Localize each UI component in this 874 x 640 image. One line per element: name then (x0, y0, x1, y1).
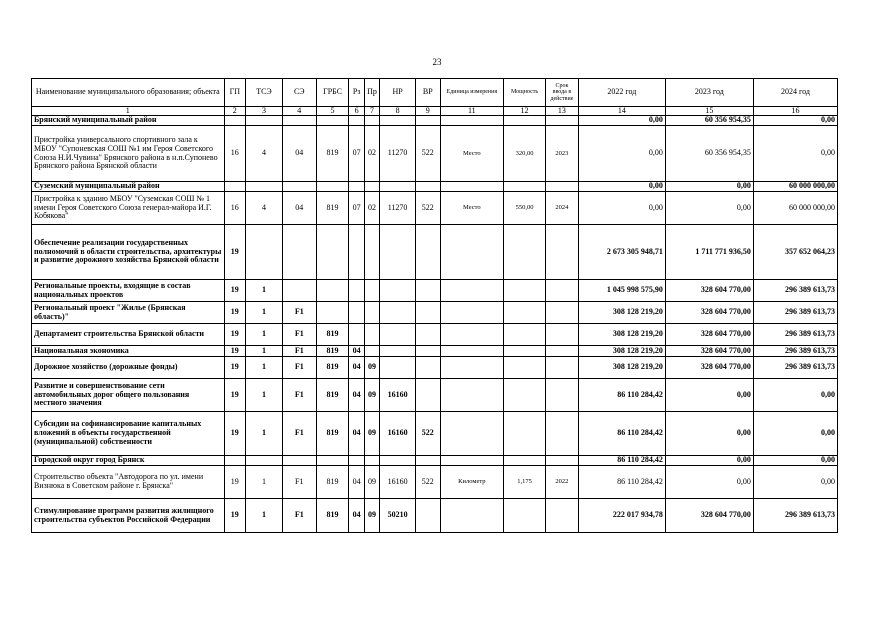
cell-vr: 522 (416, 126, 441, 182)
header-row (32, 79, 838, 107)
cell-gp: 19 (224, 302, 246, 324)
column-number: 9 (416, 107, 441, 116)
cell-se: F1 (282, 357, 316, 379)
cell-nr (380, 280, 416, 302)
cell-rz (349, 225, 364, 280)
cell-name: Обеспечение реализации государственных полномочий в области строительства, архитектуры и развитие дорожного хозяйства Брянской области (32, 225, 225, 280)
cell-pr: 02 (364, 192, 379, 225)
cell-se (282, 225, 316, 280)
cell-capacity (504, 499, 546, 533)
cell-vr (416, 346, 441, 357)
cell-vr (416, 357, 441, 379)
cell-commissioning (546, 324, 579, 346)
cell-amount-2023: 0,00 (665, 466, 753, 499)
cell-gp (224, 182, 246, 192)
cell-amount-2023: 60 356 954,35 (665, 126, 753, 182)
cell-vr (416, 379, 441, 412)
header-2023: 2023 год (665, 79, 753, 107)
cell-capacity (504, 280, 546, 302)
cell-gp: 19 (224, 346, 246, 357)
cell-name: Пристройка универсального спортивного зала к МБОУ "Супоневская СОШ №1 им Героя Советского Союза Н.И.Чувина" Брянского района в н.п.Супонево Брянского района Брянской области (32, 126, 225, 182)
cell-unit (440, 412, 503, 456)
cell-pr (364, 116, 379, 126)
table-row (32, 466, 838, 499)
cell-vr: 522 (416, 412, 441, 456)
cell-name: Строительство объекта "Автодорога по ул. имени Визнюка в Советском районе г. Брянска" (32, 466, 225, 499)
cell-amount-2022: 308 128 219,20 (578, 324, 665, 346)
cell-nr (380, 182, 416, 192)
cell-rz: 07 (349, 192, 364, 225)
cell-tse: 1 (246, 466, 283, 499)
column-number: 5 (316, 107, 349, 116)
cell-pr (364, 302, 379, 324)
cell-amount-2022: 308 128 219,20 (578, 346, 665, 357)
cell-grbs: 819 (316, 126, 349, 182)
cell-gp: 19 (224, 466, 246, 499)
cell-gp (224, 116, 246, 126)
cell-grbs: 819 (316, 379, 349, 412)
cell-amount-2022: 222 017 934,78 (578, 499, 665, 533)
cell-nr (380, 346, 416, 357)
cell-vr (416, 456, 441, 466)
cell-amount-2022: 2 673 305 948,71 (578, 225, 665, 280)
header-rz: Рз (349, 79, 364, 107)
cell-capacity (504, 302, 546, 324)
cell-amount-2024: 0,00 (753, 412, 837, 456)
column-number: 6 (349, 107, 364, 116)
cell-grbs: 819 (316, 346, 349, 357)
cell-unit: Место (440, 192, 503, 225)
cell-name: Развитие и совершенствование сети автомобильных дорог общего пользования местного значения (32, 379, 225, 412)
cell-gp: 19 (224, 499, 246, 533)
cell-nr (380, 357, 416, 379)
budget-table (31, 78, 838, 533)
column-number: 16 (753, 107, 837, 116)
cell-name: Городской округ город Брянск (32, 456, 225, 466)
cell-unit (440, 116, 503, 126)
cell-commissioning (546, 182, 579, 192)
cell-amount-2024: 60 000 000,00 (753, 192, 837, 225)
cell-nr: 16160 (380, 412, 416, 456)
header-vr: ВР (416, 79, 441, 107)
cell-grbs (316, 302, 349, 324)
cell-commissioning: 2022 (546, 466, 579, 499)
cell-se (282, 182, 316, 192)
cell-tse: 1 (246, 280, 283, 302)
cell-amount-2024: 0,00 (753, 466, 837, 499)
cell-tse (246, 182, 283, 192)
table-row (32, 346, 838, 357)
cell-rz (349, 182, 364, 192)
cell-se (282, 280, 316, 302)
cell-amount-2023: 0,00 (665, 412, 753, 456)
cell-pr: 09 (364, 357, 379, 379)
cell-amount-2024: 357 652 064,23 (753, 225, 837, 280)
cell-rz: 04 (349, 379, 364, 412)
cell-tse: 1 (246, 379, 283, 412)
cell-tse: 1 (246, 346, 283, 357)
cell-amount-2023: 328 604 770,00 (665, 302, 753, 324)
cell-commissioning (546, 280, 579, 302)
cell-capacity (504, 379, 546, 412)
cell-se: F1 (282, 302, 316, 324)
cell-se (282, 456, 316, 466)
table-row (32, 126, 838, 182)
cell-amount-2023: 328 604 770,00 (665, 346, 753, 357)
table-row (32, 280, 838, 302)
cell-unit (440, 182, 503, 192)
cell-unit (440, 456, 503, 466)
table-row (32, 412, 838, 456)
cell-rz (349, 302, 364, 324)
header-name: Наименование муниципального образования; объекта (32, 79, 225, 107)
cell-gp: 19 (224, 357, 246, 379)
cell-nr (380, 225, 416, 280)
cell-gp: 19 (224, 379, 246, 412)
cell-nr: 16160 (380, 466, 416, 499)
cell-tse: 1 (246, 357, 283, 379)
cell-capacity (504, 346, 546, 357)
cell-commissioning (546, 456, 579, 466)
cell-nr: 50210 (380, 499, 416, 533)
cell-amount-2024: 0,00 (753, 126, 837, 182)
cell-rz: 04 (349, 466, 364, 499)
cell-vr: 522 (416, 466, 441, 499)
column-number: 8 (380, 107, 416, 116)
cell-unit (440, 379, 503, 412)
cell-capacity (504, 456, 546, 466)
cell-nr (380, 324, 416, 346)
cell-tse: 1 (246, 302, 283, 324)
cell-amount-2022: 86 110 284,42 (578, 456, 665, 466)
cell-amount-2024: 296 389 613,73 (753, 280, 837, 302)
cell-tse (246, 225, 283, 280)
cell-commissioning (546, 357, 579, 379)
cell-rz: 04 (349, 346, 364, 357)
cell-capacity (504, 324, 546, 346)
cell-tse (246, 456, 283, 466)
cell-amount-2023: 60 356 954,35 (665, 116, 753, 126)
cell-amount-2024: 296 389 613,73 (753, 302, 837, 324)
cell-unit (440, 346, 503, 357)
cell-grbs: 819 (316, 324, 349, 346)
cell-name: Региональные проекты, входящие в состав национальных проектов (32, 280, 225, 302)
cell-pr: 09 (364, 412, 379, 456)
cell-commissioning: 2023 (546, 126, 579, 182)
table-row (32, 379, 838, 412)
cell-amount-2022: 86 110 284,42 (578, 379, 665, 412)
cell-gp: 16 (224, 192, 246, 225)
cell-grbs (316, 280, 349, 302)
cell-capacity (504, 357, 546, 379)
cell-capacity (504, 225, 546, 280)
table-body (32, 116, 838, 533)
cell-gp: 19 (224, 324, 246, 346)
cell-amount-2022: 0,00 (578, 126, 665, 182)
cell-nr: 16160 (380, 379, 416, 412)
cell-commissioning (546, 116, 579, 126)
cell-grbs: 819 (316, 357, 349, 379)
cell-amount-2023: 328 604 770,00 (665, 499, 753, 533)
cell-tse: 1 (246, 324, 283, 346)
cell-pr (364, 280, 379, 302)
header-grbs: ГРБС (316, 79, 349, 107)
cell-amount-2024: 296 389 613,73 (753, 346, 837, 357)
cell-commissioning: 2024 (546, 192, 579, 225)
cell-amount-2023: 0,00 (665, 456, 753, 466)
cell-amount-2024: 0,00 (753, 116, 837, 126)
column-number-row (32, 107, 838, 116)
cell-nr (380, 116, 416, 126)
cell-name: Региональный проект "Жилье (Брянская область)" (32, 302, 225, 324)
cell-amount-2023: 328 604 770,00 (665, 357, 753, 379)
cell-unit (440, 324, 503, 346)
cell-se: F1 (282, 466, 316, 499)
cell-tse: 1 (246, 412, 283, 456)
table-row (32, 116, 838, 126)
cell-amount-2023: 328 604 770,00 (665, 280, 753, 302)
cell-rz: 04 (349, 499, 364, 533)
header-tse: ТСЭ (246, 79, 283, 107)
cell-gp: 16 (224, 126, 246, 182)
cell-capacity: 320,00 (504, 126, 546, 182)
column-number: 1 (32, 107, 225, 116)
cell-unit (440, 357, 503, 379)
cell-pr (364, 456, 379, 466)
cell-rz: 04 (349, 412, 364, 456)
cell-amount-2022: 1 045 998 575,90 (578, 280, 665, 302)
cell-amount-2023: 1 711 771 936,50 (665, 225, 753, 280)
table-row (32, 182, 838, 192)
cell-unit: Километр (440, 466, 503, 499)
cell-capacity (504, 412, 546, 456)
cell-pr (364, 182, 379, 192)
cell-unit (440, 225, 503, 280)
cell-rz (349, 280, 364, 302)
cell-amount-2023: 0,00 (665, 379, 753, 412)
cell-amount-2023: 0,00 (665, 182, 753, 192)
cell-name: Дорожное хозяйство (дорожные фонды) (32, 357, 225, 379)
cell-name: Стимулирование программ развития жилищного строительства субъектов Российской Федерации (32, 499, 225, 533)
header-gp: ГП (224, 79, 246, 107)
cell-grbs (316, 182, 349, 192)
cell-amount-2022: 308 128 219,20 (578, 357, 665, 379)
cell-gp (224, 456, 246, 466)
cell-commissioning (546, 412, 579, 456)
cell-commissioning (546, 302, 579, 324)
table-row (32, 499, 838, 533)
column-number: 3 (246, 107, 283, 116)
table-row (32, 302, 838, 324)
cell-name: Национальная экономика (32, 346, 225, 357)
cell-vr (416, 280, 441, 302)
column-number: 12 (504, 107, 546, 116)
cell-vr (416, 116, 441, 126)
cell-grbs (316, 225, 349, 280)
cell-commissioning (546, 346, 579, 357)
cell-vr (416, 225, 441, 280)
column-number: 2 (224, 107, 246, 116)
cell-vr: 522 (416, 192, 441, 225)
header-nr: НР (380, 79, 416, 107)
cell-gp: 19 (224, 280, 246, 302)
header-unit: Единица измерения (440, 79, 503, 107)
cell-commissioning (546, 379, 579, 412)
cell-grbs: 819 (316, 192, 349, 225)
cell-tse: 4 (246, 192, 283, 225)
cell-tse (246, 116, 283, 126)
cell-tse: 4 (246, 126, 283, 182)
cell-unit (440, 302, 503, 324)
cell-se (282, 116, 316, 126)
cell-capacity (504, 116, 546, 126)
cell-se: F1 (282, 499, 316, 533)
cell-pr (364, 225, 379, 280)
cell-pr: 09 (364, 466, 379, 499)
cell-se: F1 (282, 412, 316, 456)
cell-grbs (316, 456, 349, 466)
cell-amount-2022: 86 110 284,42 (578, 412, 665, 456)
header-2024: 2024 год (753, 79, 837, 107)
cell-rz: 07 (349, 126, 364, 182)
cell-pr (364, 346, 379, 357)
cell-unit (440, 280, 503, 302)
cell-amount-2022: 0,00 (578, 192, 665, 225)
cell-capacity: 550,00 (504, 192, 546, 225)
page-number: 23 (432, 57, 442, 67)
cell-nr: 11270 (380, 126, 416, 182)
cell-amount-2022: 308 128 219,20 (578, 302, 665, 324)
column-number: 13 (546, 107, 579, 116)
cell-amount-2024: 60 000 000,00 (753, 182, 837, 192)
cell-amount-2024: 0,00 (753, 379, 837, 412)
cell-vr (416, 499, 441, 533)
cell-unit: Место (440, 126, 503, 182)
column-number: 14 (578, 107, 665, 116)
table-row (32, 324, 838, 346)
header-commissioning: Срок ввода в действие (546, 79, 579, 107)
cell-name: Департамент строительства Брянской области (32, 324, 225, 346)
cell-gp: 19 (224, 412, 246, 456)
column-number: 11 (440, 107, 503, 116)
cell-amount-2024: 296 389 613,73 (753, 324, 837, 346)
cell-gp: 19 (224, 225, 246, 280)
cell-amount-2023: 0,00 (665, 192, 753, 225)
cell-amount-2022: 0,00 (578, 182, 665, 192)
column-number: 15 (665, 107, 753, 116)
cell-grbs: 819 (316, 412, 349, 456)
cell-rz (349, 116, 364, 126)
cell-amount-2024: 296 389 613,73 (753, 499, 837, 533)
header-se: СЭ (282, 79, 316, 107)
cell-name: Субсидии на софинансирование капитальных вложений в объекты государственной (муниципальной) собственности (32, 412, 225, 456)
cell-name: Пристройка к зданию МБОУ "Суземская СОШ № 1 имени Героя Советского Союза генерал-майора И.Г. Кобякова" (32, 192, 225, 225)
column-number: 4 (282, 107, 316, 116)
header-2022: 2022 год (578, 79, 665, 107)
cell-tse: 1 (246, 499, 283, 533)
cell-capacity: 1,175 (504, 466, 546, 499)
cell-rz (349, 456, 364, 466)
cell-nr (380, 456, 416, 466)
cell-name: Суземский муниципальный район (32, 182, 225, 192)
cell-vr (416, 324, 441, 346)
cell-pr (364, 324, 379, 346)
cell-amount-2022: 86 110 284,42 (578, 466, 665, 499)
cell-grbs: 819 (316, 499, 349, 533)
cell-pr: 09 (364, 379, 379, 412)
cell-se: 04 (282, 192, 316, 225)
cell-name: Брянский муниципальный район (32, 116, 225, 126)
cell-amount-2024: 0,00 (753, 456, 837, 466)
cell-amount-2022: 0,00 (578, 116, 665, 126)
cell-se: F1 (282, 379, 316, 412)
cell-unit (440, 499, 503, 533)
cell-vr (416, 182, 441, 192)
cell-rz (349, 324, 364, 346)
cell-commissioning (546, 499, 579, 533)
table-row (32, 357, 838, 379)
cell-capacity (504, 182, 546, 192)
cell-grbs (316, 116, 349, 126)
cell-commissioning (546, 225, 579, 280)
cell-se: F1 (282, 346, 316, 357)
cell-amount-2024: 296 389 613,73 (753, 357, 837, 379)
cell-se: F1 (282, 324, 316, 346)
cell-vr (416, 302, 441, 324)
cell-grbs: 819 (316, 466, 349, 499)
cell-nr: 11270 (380, 192, 416, 225)
header-pr: Пр (364, 79, 379, 107)
cell-pr: 02 (364, 126, 379, 182)
header-capacity: Мощность (504, 79, 546, 107)
column-number: 7 (364, 107, 379, 116)
cell-se: 04 (282, 126, 316, 182)
cell-rz: 04 (349, 357, 364, 379)
cell-pr: 09 (364, 499, 379, 533)
table-row (32, 225, 838, 280)
cell-amount-2023: 328 604 770,00 (665, 324, 753, 346)
table-row (32, 192, 838, 225)
cell-nr (380, 302, 416, 324)
table-row (32, 456, 838, 466)
